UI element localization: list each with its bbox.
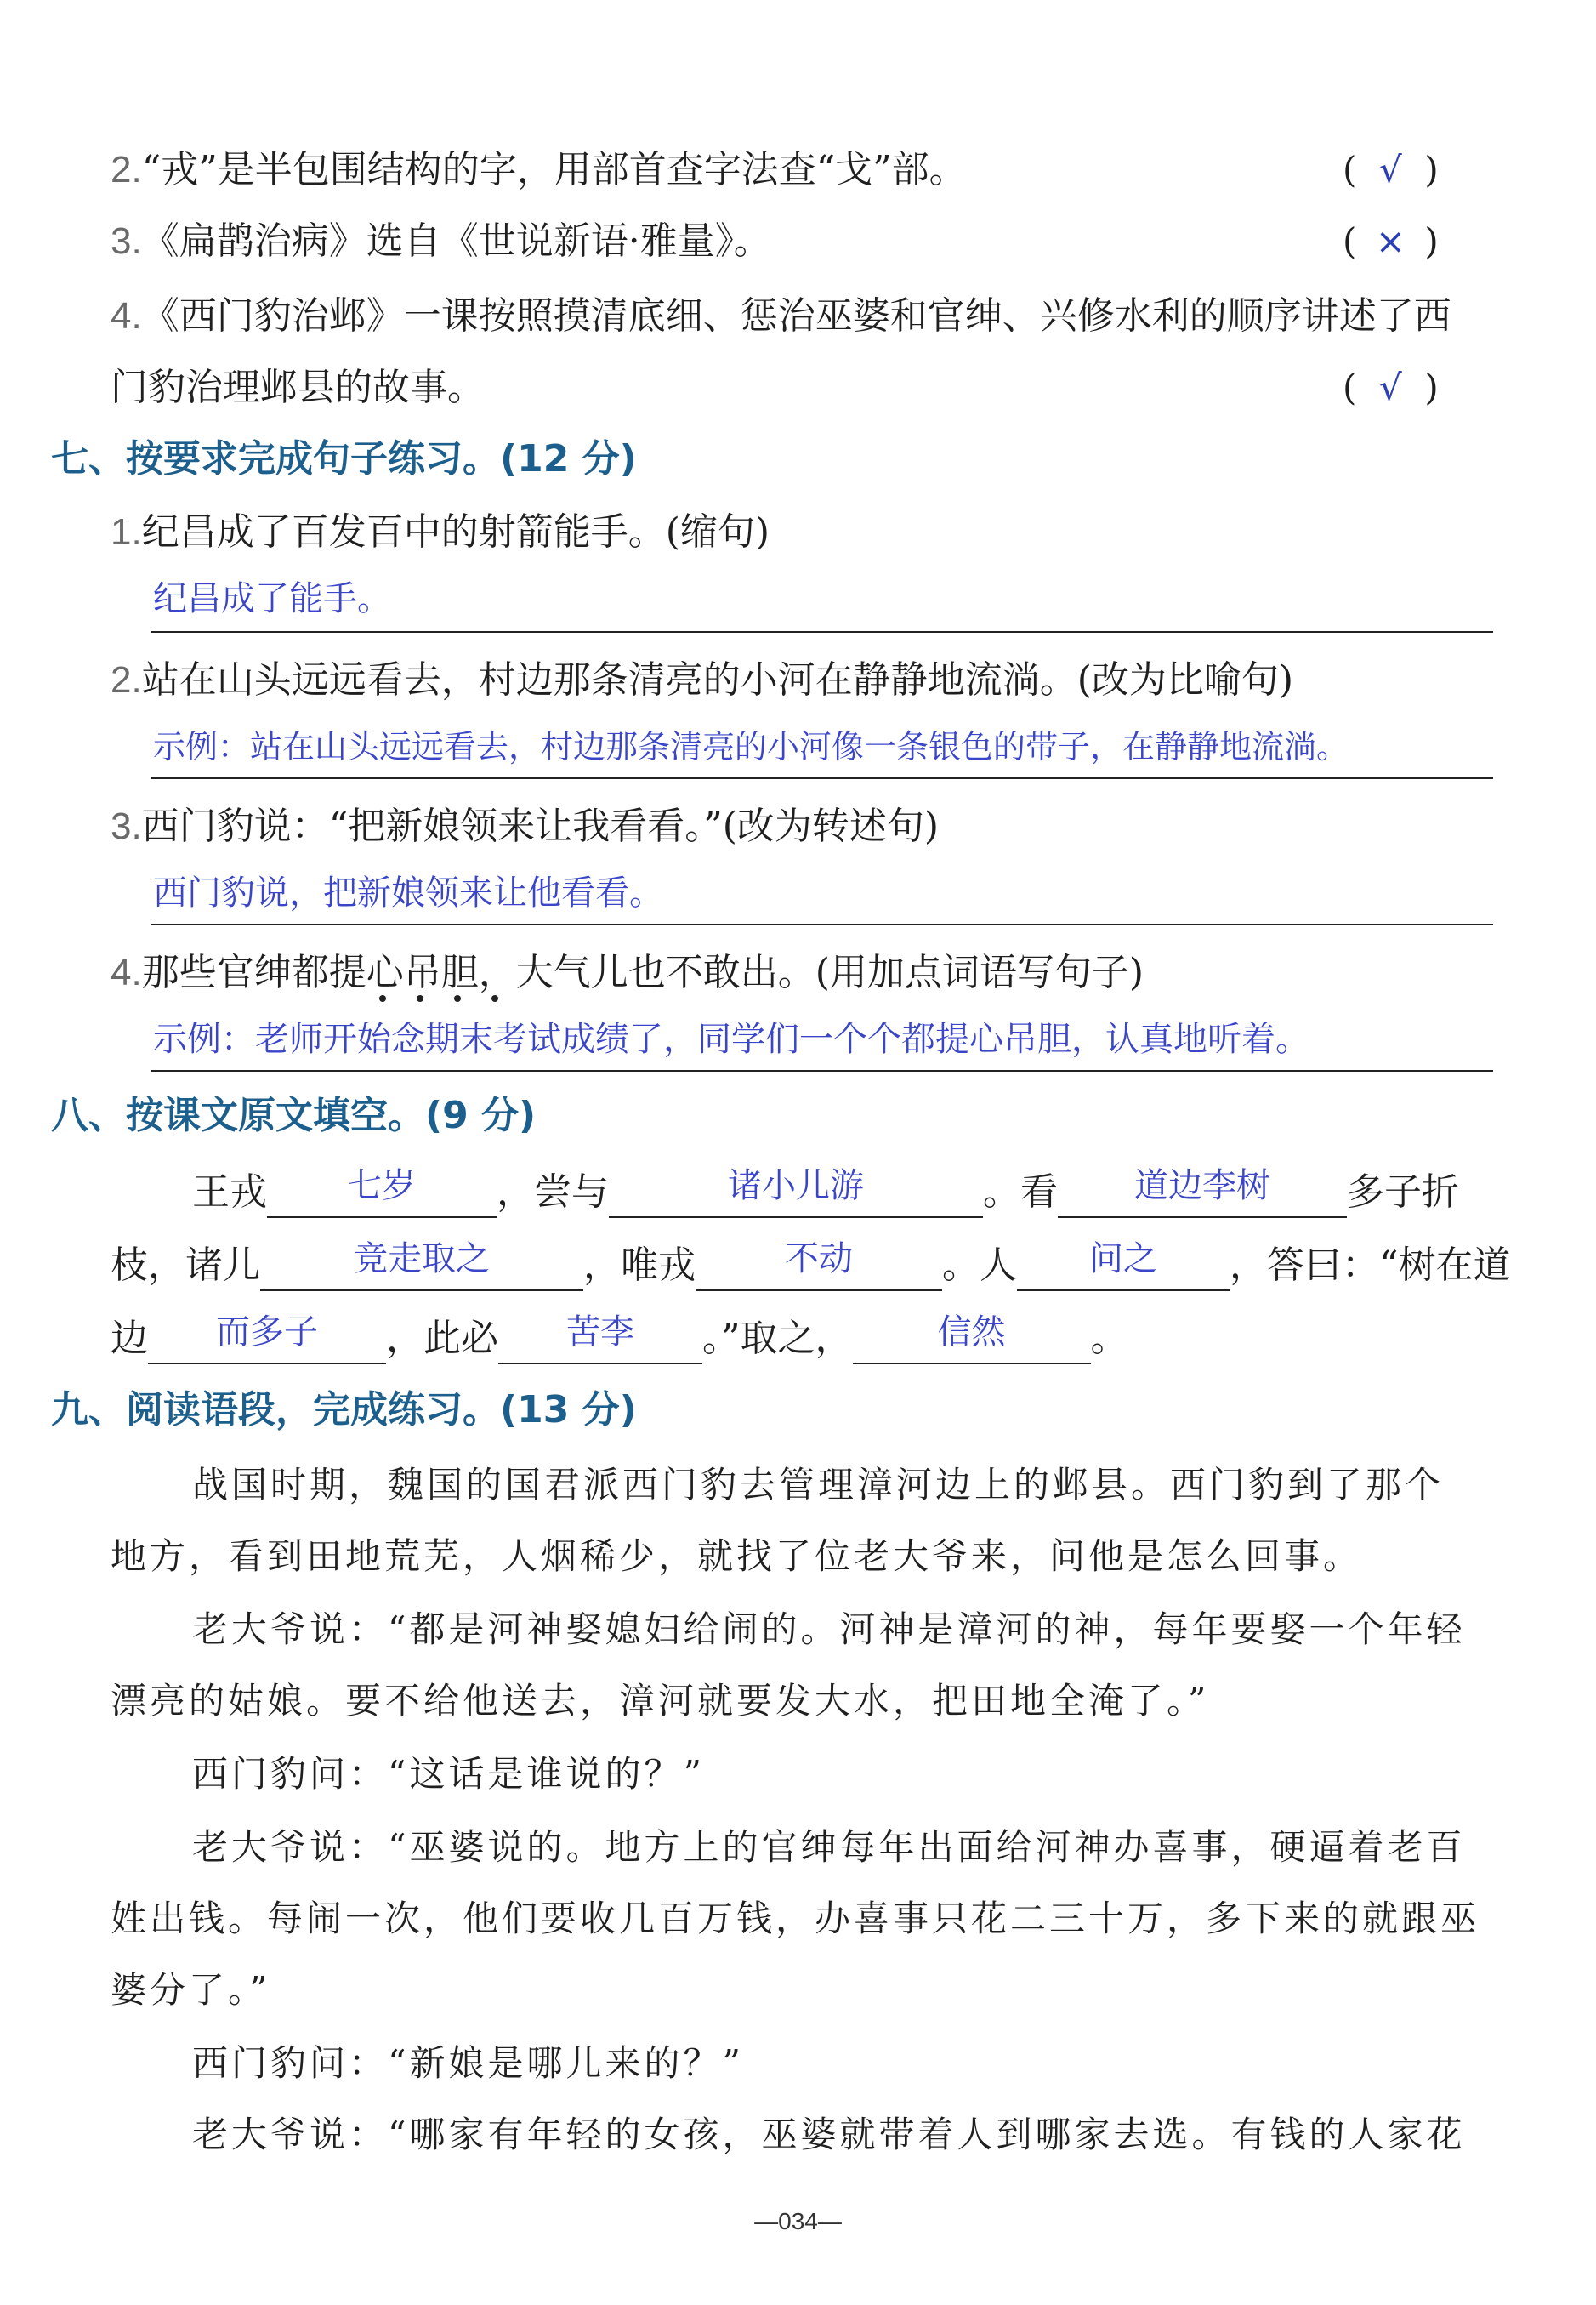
fill-blank[interactable]: 诸小儿游 <box>609 1169 983 1218</box>
fill-blank[interactable]: 七岁 <box>267 1169 497 1218</box>
fill-line-1: 王戎 七岁 ，尝与 诸小儿游 。看 道边李树 多子折 <box>192 1167 1459 1218</box>
emphasis-dot <box>379 995 386 1002</box>
item-number: 2. <box>111 149 142 191</box>
fill-line-3: 边 而多子 ，此必 苦李 。”取之， 信然 。 <box>111 1313 1128 1364</box>
passage-line: 地方，看到田地荒芜，人烟稀少，就找了位老大爷来，问他是怎么回事。 <box>111 1535 1363 1577</box>
cross-mark-icon: × <box>1375 220 1406 262</box>
section-7-title: 七、按要求完成句子练习。(12 分) <box>51 437 637 481</box>
fill-blank[interactable]: 道边李树 <box>1058 1169 1347 1218</box>
item-text: 门豹治理邺县的故事。 <box>111 366 485 409</box>
page-number: —034— <box>754 2208 842 2234</box>
item-text: “戎”是半包围结构的字，用部首查字法查“戈”部。 <box>141 148 967 191</box>
passage-line: 老大爷说：“哪家有年轻的女孩，巫婆就带着人到哪家去选。有钱的人家花 <box>192 2114 1466 2155</box>
answer-underline <box>151 631 1493 633</box>
judgement-answer: ( × ) <box>1343 216 1496 267</box>
fill-line-2: 枝，诸儿 竞走取之 ，唯戎 不动 。人 问之 ，答曰：“树在道 <box>111 1240 1511 1291</box>
passage-line: 老大爷说：“巫婆说的。地方上的官绅每年出面给河神办喜事，硬逼着老百 <box>192 1826 1466 1868</box>
passage-line: 战国时期，魏国的国君派西门豹去管理漳河边上的邺县。西门豹到了那个 <box>192 1464 1445 1505</box>
judgement-answer: ( √ ) <box>1343 145 1496 196</box>
emphasis-dot <box>454 995 461 1002</box>
item-text: 《西门豹治邺》一课按照摸清底细、惩治巫婆和官绅、兴修水利的顺序讲述了西 <box>141 294 1451 338</box>
item-number: 4. <box>111 295 142 337</box>
check-mark-icon: √ <box>1379 149 1402 191</box>
section-9-title: 九、阅读语段，完成练习。(13 分) <box>51 1388 637 1431</box>
fill-blank[interactable]: 苦李 <box>498 1315 702 1364</box>
answer-line: 纪昌成了能手。 <box>153 579 391 618</box>
answer-line: 示例：站在山头远远看去，村边那条清亮的小河像一条银色的带子，在静静地流淌。 <box>153 728 1349 765</box>
fill-blank[interactable]: 问之 <box>1017 1242 1230 1291</box>
passage-line: 西门豹问：“这话是谁说的？” <box>192 1753 705 1795</box>
answer-underline <box>151 924 1493 925</box>
answer-underline <box>151 777 1493 779</box>
passage-line: 姓出钱。每闹一次，他们要收几百万钱，办喜事只花二三十万，多下来的就跟巫 <box>111 1898 1480 1939</box>
check-mark-icon: √ <box>1379 367 1402 408</box>
fill-blank[interactable]: 不动 <box>696 1242 942 1291</box>
passage-line: 漂亮的姑娘。要不给他送去，漳河就要发大水，把田地全淹了。” <box>111 1680 1210 1722</box>
judgement-answer: ( √ ) <box>1343 362 1496 413</box>
answer-line: 示例：老师开始念期末考试成绩了，同学们一个个都提心吊胆，认真地听着。 <box>153 1020 1309 1059</box>
section-8-title: 八、按课文原文填空。(9 分) <box>51 1094 537 1137</box>
passage-line: 老大爷说：“都是河神娶媳妇给闹的。河神是漳河的神，每年要娶一个年轻 <box>192 1608 1466 1650</box>
fill-blank[interactable]: 而多子 <box>148 1315 386 1364</box>
fill-blank[interactable]: 信然 <box>853 1315 1091 1364</box>
emphasis-dot <box>417 995 423 1002</box>
fill-blank[interactable]: 竞走取之 <box>260 1242 583 1291</box>
passage-line: 西门豹问：“新娘是哪儿来的？” <box>192 2042 744 2084</box>
answer-underline <box>151 1070 1493 1072</box>
worksheet-page: 2.“戎”是半包围结构的字，用部首查字法查“戈”部。 ( √ ) 3.《扁鹊治病》选自《世说新语·雅量》。 ( × ) 4.《西门豹治邺》一课按照摸清底细、惩治巫婆和官绅、兴修水利的顺序讲述了西 门豹治理邺县的故事。 ( √ ) 七、按要求完成句子练习。(12 分) 1.纪昌成了百发百中的射箭能手。(缩句) 纪昌成了能手。 2.站在山头远远看去，村边那条清亮的小河在静静地流淌。(改为比喻句) 示例：站在山头远远看去，村边那条清亮的小河像一条银色的带子，在静静地流淌。 3.西门豹说：“把新娘领来让我看看。”(改为转述句) 西门豹说，把新娘领来让他看看。 4.那些官绅都提心吊胆，大气儿也不敢出。(用加点词语写句子) 示例：老师开始念期末考试成绩了，同学们一个个都提心吊胆，认真地听着。 八、按课文原文填空。(9 分) 王戎 七岁 ，尝与 诸小儿游 。看 道边李树 多子折 枝，诸儿 竞走取之 ，唯戎 不动 。人 问之 ，答曰：“树在道 边 而多子 ，此必 苦李 。”取之， 信然 。 九、阅读语段，完成练习。(13 分) 战国时期，魏国的国君派西门豹去管理漳河边上的邺县。西门豹到了那个 地方，看到田地荒芜，人烟稀少，就找了位老大爷来，问他是怎么回事。 老大爷说：“都是河神娶媳妇给闹的。河神是漳河的神，每年要娶一个年轻 漂亮的姑娘。要不给他送去，漳河就要发大水，把田地全淹了。” 西门豹问：“这话是谁说的？” 老大爷说：“巫婆说的。地方上的官绅每年出面给河神办喜事，硬逼着老百 姓出钱。每闹一次，他们要收几百万钱，办喜事只花二三十万，多下来的就跟巫 婆分了。” 西门豹问：“新娘是哪儿来的？” 老大爷说：“哪家有年轻的女孩，巫婆就带着人到哪家去选。有钱的人家花 —034— <box>0 0 1596 2305</box>
item-text: 《扁鹊治病》选自《世说新语·雅量》。 <box>141 219 771 263</box>
item-number: 3. <box>111 220 142 262</box>
passage-line: 婆分了。” <box>111 1969 271 2011</box>
answer-line: 西门豹说，把新娘领来让他看看。 <box>153 874 663 913</box>
emphasis-dot <box>491 995 498 1002</box>
